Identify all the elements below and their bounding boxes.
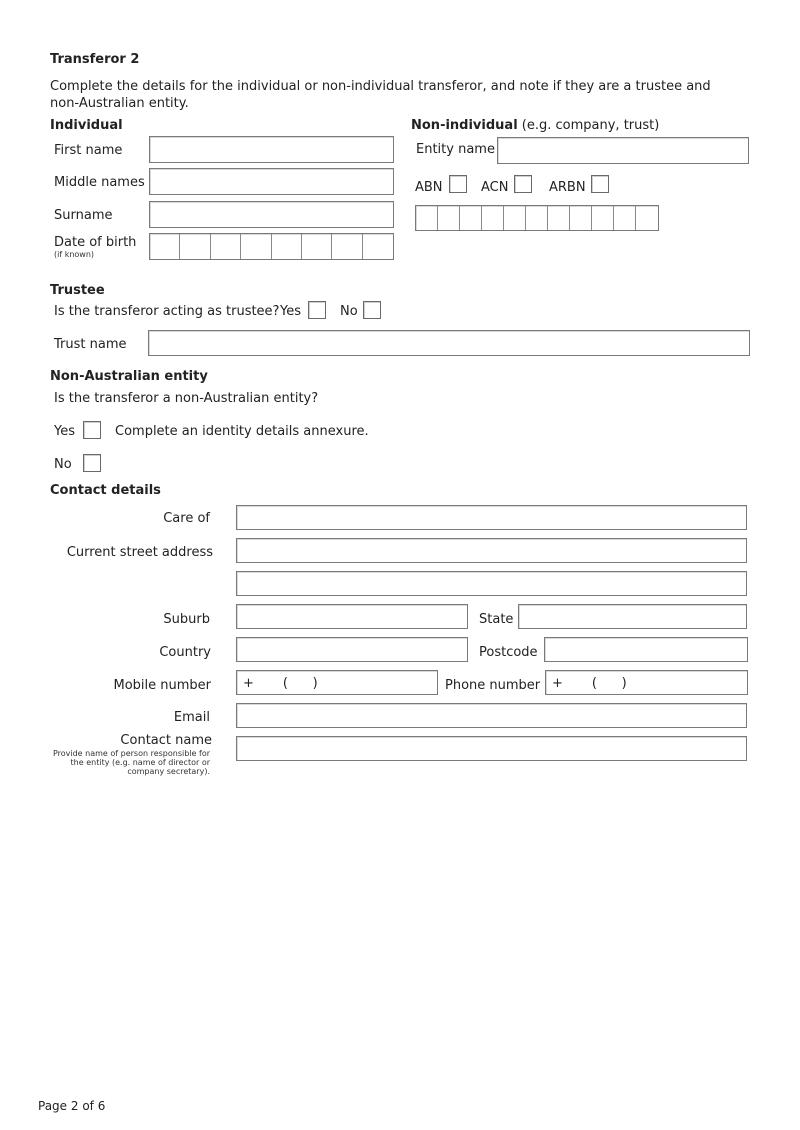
- country-field[interactable]: [236, 637, 468, 662]
- street-address-field-1[interactable]: [236, 538, 747, 563]
- care-of-label: Care of: [163, 511, 210, 526]
- first-name-label: First name: [54, 143, 123, 158]
- number-digit-cell[interactable]: [438, 206, 460, 230]
- trustee-no-checkbox[interactable]: [363, 301, 381, 319]
- non-individual-note: (e.g. company, trust): [521, 118, 660, 133]
- surname-field[interactable]: [149, 201, 394, 228]
- section-title: Transferor 2: [50, 52, 140, 67]
- dob-digit-cell[interactable]: [241, 234, 271, 259]
- country-label: Country: [159, 645, 211, 660]
- dob-note: (if known): [54, 250, 95, 259]
- dob-digit-cell[interactable]: [150, 234, 180, 259]
- email-field[interactable]: [236, 703, 747, 728]
- number-digit-cell[interactable]: [570, 206, 592, 230]
- street-address-label: Current street address: [66, 545, 213, 560]
- suburb-label: Suburb: [163, 612, 210, 627]
- number-digit-cell[interactable]: [592, 206, 614, 230]
- non-australian-yes-note: Complete an identity details annexure.: [115, 424, 369, 439]
- number-digit-cell[interactable]: [526, 206, 548, 230]
- suburb-field[interactable]: [236, 604, 468, 629]
- contact-name-label: Contact name: [120, 733, 212, 748]
- street-address-field-2[interactable]: [236, 571, 747, 596]
- non-australian-question: Is the transferor a non-Australian entity?: [54, 391, 319, 406]
- dob-digit-cell[interactable]: [211, 234, 241, 259]
- abn-number-field[interactable]: [415, 205, 659, 231]
- first-name-field[interactable]: [149, 136, 394, 163]
- postcode-field[interactable]: [544, 637, 748, 662]
- state-field[interactable]: [518, 604, 747, 629]
- number-digit-cell[interactable]: [482, 206, 504, 230]
- non-australian-yes-checkbox[interactable]: [83, 421, 101, 439]
- mobile-label: Mobile number: [113, 678, 211, 693]
- dob-digit-cell[interactable]: [332, 234, 362, 259]
- trust-name-field[interactable]: [148, 330, 750, 356]
- dob-field[interactable]: [149, 233, 394, 260]
- phone-field[interactable]: [545, 670, 748, 695]
- entity-name-field[interactable]: [497, 137, 749, 164]
- contact-name-note: Provide name of person responsible for the entity (e.g. name of director or company secretary).: [52, 749, 210, 776]
- acn-checkbox[interactable]: [514, 175, 532, 193]
- trustee-no-label: No: [340, 304, 358, 319]
- number-digit-cell[interactable]: [416, 206, 438, 230]
- non-individual-heading-row: [411, 118, 659, 133]
- number-digit-cell[interactable]: [460, 206, 482, 230]
- trustee-yes-checkbox[interactable]: [308, 301, 326, 319]
- number-digit-cell[interactable]: [614, 206, 636, 230]
- abn-checkbox[interactable]: [449, 175, 467, 193]
- non-australian-yes-label: Yes: [54, 424, 75, 439]
- dob-digit-cell[interactable]: [272, 234, 302, 259]
- arbn-checkbox[interactable]: [591, 175, 609, 193]
- non-australian-no-label: No: [54, 457, 72, 472]
- contact-name-field[interactable]: [236, 736, 747, 761]
- care-of-field[interactable]: [236, 505, 747, 530]
- contact-heading: Contact details: [50, 483, 161, 498]
- mobile-field[interactable]: [236, 670, 438, 695]
- middle-names-field[interactable]: [149, 168, 394, 195]
- surname-label: Surname: [54, 208, 113, 223]
- number-digit-cell[interactable]: [636, 206, 658, 230]
- number-digit-cell[interactable]: [548, 206, 570, 230]
- non-australian-no-checkbox[interactable]: [83, 454, 101, 472]
- trustee-question: Is the transferor acting as trustee?: [54, 304, 280, 319]
- intro-text: Complete the details for the individual or non-individual transferor, and note if they are a trustee and non-Australian entity.: [50, 79, 711, 111]
- abn-label: ABN: [415, 180, 443, 195]
- entity-name-label: Entity name: [416, 142, 495, 157]
- middle-names-label: Middle names: [54, 175, 145, 190]
- dob-digit-cell[interactable]: [180, 234, 210, 259]
- email-label: Email: [173, 710, 210, 725]
- non-individual-heading: Non-individual: [411, 118, 518, 133]
- trustee-heading: Trustee: [50, 283, 105, 298]
- dob-label: Date of birth: [54, 235, 137, 250]
- individual-heading: Individual: [50, 118, 123, 133]
- arbn-label: ARBN: [549, 180, 586, 195]
- trustee-yes-label: Yes: [280, 304, 301, 319]
- postcode-label: Postcode: [479, 645, 538, 660]
- state-label: State: [479, 612, 514, 627]
- non-australian-heading: Non-Australian entity: [50, 369, 208, 384]
- phone-prefix: + ( ): [552, 676, 627, 691]
- number-digit-cell[interactable]: [504, 206, 526, 230]
- dob-digit-cell[interactable]: [363, 234, 393, 259]
- page-number: Page 2 of 6: [38, 1099, 106, 1113]
- acn-label: ACN: [481, 180, 509, 195]
- dob-digit-cell[interactable]: [302, 234, 332, 259]
- phone-label: Phone number: [445, 678, 541, 693]
- trust-name-label: Trust name: [54, 337, 127, 352]
- mobile-prefix: + ( ): [243, 676, 318, 691]
